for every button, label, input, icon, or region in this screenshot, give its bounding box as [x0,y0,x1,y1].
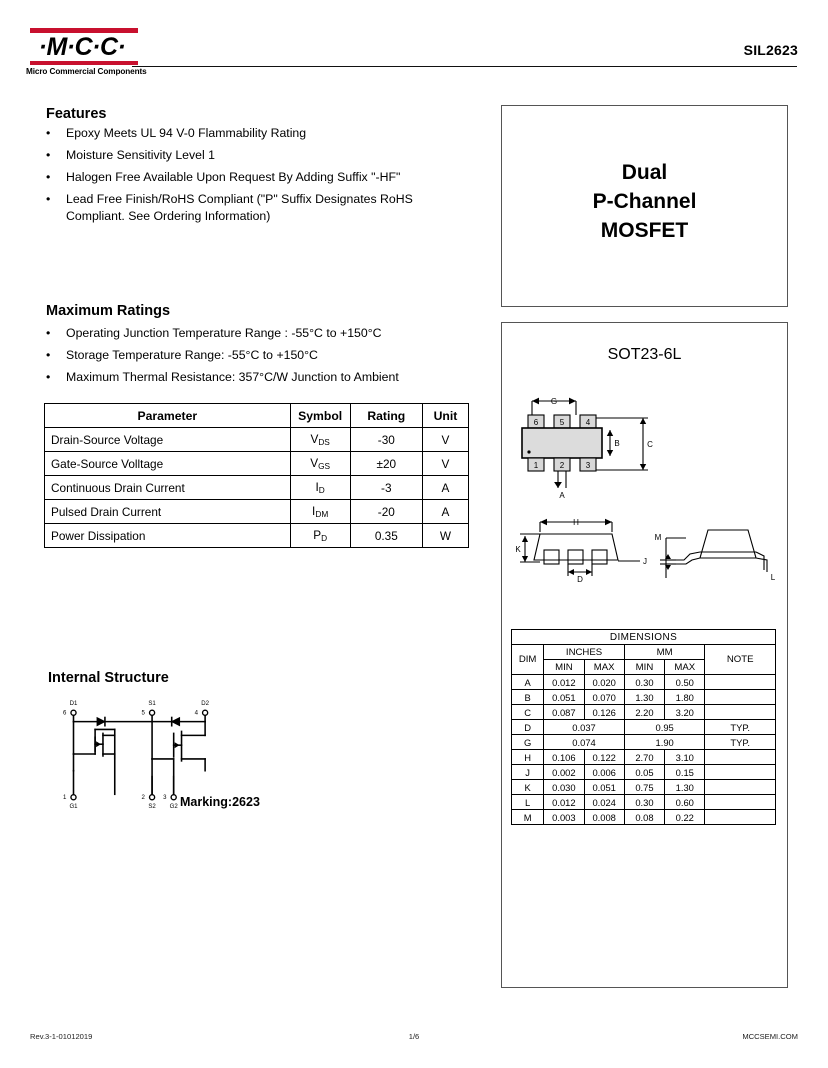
bullet-icon: • [46,326,51,340]
table-row [512,720,776,735]
pin-label-d2: D2 [201,700,209,707]
page-number: 1/6 [408,1032,420,1041]
dim-label-j: J [643,557,647,566]
column-header-mm: MM [624,645,705,660]
dim-label-c: C [647,440,653,449]
logo-wordmark: ·M·C·C· [38,33,126,61]
cell-symbol [290,524,350,548]
cell-inch-min: 0.003 [544,810,584,825]
dim-label-k: K [515,545,521,554]
table-row [512,705,776,720]
cell-note: TYP. [705,735,776,750]
product-title-line-3: MOSFET [600,219,689,242]
table-row [45,476,469,500]
cell-unit: V [422,452,468,476]
column-header-parameter: Parameter [45,404,291,428]
cell-symbol [290,500,350,524]
column-header-inches: INCHES [544,645,625,660]
symbol-base: V [310,456,319,470]
cell-dim: K [512,780,544,795]
marking-label: Marking:2623 [180,795,260,809]
column-header-inch-min: MIN [544,660,584,675]
cell-symbol [290,428,350,452]
table-row [512,795,776,810]
cell-note [705,795,776,810]
dim-label-l: L [770,573,776,582]
feature-text: Moisture Sensitivity Level 1 [66,148,215,162]
cell-mm-min: 0.30 [624,675,664,690]
pin-number-1: 1 [62,794,67,802]
cell-dim: B [512,690,544,705]
cell-rating: -20 [350,500,422,524]
pin-box-6: 6 [533,418,539,427]
symbol-subscript: GS [318,461,331,471]
column-header-unit: Unit [422,404,468,428]
rating-text: Operating Junction Temperature Range : -55°C to +150°C [66,326,382,340]
pin-label-g1: G1 [69,803,78,810]
cell-dim: L [512,795,544,810]
pin-box-5: 5 [559,418,565,427]
cell-mm-min: 0.08 [624,810,664,825]
dim-label-d: D [577,575,583,584]
maximum-ratings-table [44,403,469,548]
cell-inch-max: 0.051 [584,780,624,795]
cell-dim: A [512,675,544,690]
cell-mm-min: 0.30 [624,795,664,810]
cell-symbol [290,452,350,476]
revision-label: Rev.3-1-01012019 [30,1032,93,1041]
package-side-view-drawings [508,512,780,604]
symbol-base: P [313,528,322,542]
cell-unit: A [422,500,468,524]
pin-box-3: 3 [585,461,591,470]
cell-mm-min: 1.30 [624,690,664,705]
cell-mm-min: 0.05 [624,765,664,780]
cell-inch-min: 0.002 [544,765,584,780]
cell-mm-typ: 1.90 [624,735,705,750]
table-row [512,750,776,765]
cell-mm-typ: 0.95 [624,720,705,735]
symbol-subscript: DM [315,509,329,519]
cell-inch-max: 0.006 [584,765,624,780]
cell-mm-min: 0.75 [624,780,664,795]
cell-note [705,690,776,705]
column-header-dim: DIM [512,645,544,675]
rating-text: Storage Temperature Range: -55°C to +150°C [66,348,318,362]
cell-mm-min: 2.20 [624,705,664,720]
dim-label-b: B [614,439,620,448]
bullet-icon: • [46,192,51,206]
cell-symbol [290,476,350,500]
cell-mm-max: 0.50 [665,675,705,690]
cell-note [705,675,776,690]
cell-inch-min: 0.051 [544,690,584,705]
bullet-icon: • [46,126,51,140]
cell-parameter: Drain-Source Voltage [45,428,291,452]
column-header-note: NOTE [705,645,776,675]
table-row [512,780,776,795]
symbol-base: I [315,480,319,494]
package-name: SOT23-6L [607,346,682,363]
dim-label-h: H [573,518,579,527]
list-item [44,191,474,225]
rating-text: Maximum Thermal Resistance: 357°C/W Junction to Ambient [66,370,399,384]
product-title-text [502,158,787,245]
cell-inch-max: 0.070 [584,690,624,705]
pin-number-5: 5 [141,709,145,717]
list-item [44,169,474,186]
cell-note [705,780,776,795]
cell-unit: V [422,428,468,452]
list-item [44,325,474,342]
table-header-row [512,630,776,645]
bullet-icon: • [46,348,51,362]
internal-structure-heading: Internal Structure [48,670,169,686]
symbol-subscript: D [321,533,328,543]
table-header-row [45,404,469,428]
cell-rating: -3 [350,476,422,500]
cell-mm-max: 0.60 [665,795,705,810]
cell-mm-max: 1.30 [665,780,705,795]
feature-text: Halogen Free Available Upon Request By Adding Suffix "-HF" [66,170,401,184]
dim-label-a: A [559,491,565,500]
internal-structure-schematic [56,700,256,810]
cell-mm-min: 2.70 [624,750,664,765]
symbol-base: I [312,504,316,518]
cell-dim: J [512,765,544,780]
table-header-row [512,645,776,660]
dimensions-table [511,629,776,825]
cell-inch-max: 0.020 [584,675,624,690]
logo-bar-bottom [30,61,138,65]
pin-number-4: 4 [194,709,198,717]
cell-dim: D [512,720,544,735]
features-list [44,125,474,230]
list-item [44,125,474,142]
symbol-base: V [310,432,319,446]
cell-inch-typ: 0.074 [544,735,625,750]
table-row [512,675,776,690]
cell-inch-max: 0.126 [584,705,624,720]
cell-dim: M [512,810,544,825]
table-row [512,690,776,705]
cell-mm-max: 0.22 [665,810,705,825]
cell-rating: ±20 [350,452,422,476]
list-item [44,147,474,164]
pin-box-4: 4 [585,418,591,427]
cell-dim: G [512,735,544,750]
cell-mm-max: 1.80 [665,690,705,705]
column-header-symbol: Symbol [290,404,350,428]
cell-inch-max: 0.122 [584,750,624,765]
table-row [512,810,776,825]
cell-mm-max: 3.10 [665,750,705,765]
table-row [45,452,469,476]
cell-rating: -30 [350,428,422,452]
cell-inch-min: 0.012 [544,795,584,810]
cell-mm-max: 0.15 [665,765,705,780]
cell-dim: H [512,750,544,765]
header-divider [132,66,797,67]
page-header [0,0,828,90]
pin-number-3: 3 [163,794,167,802]
product-title-box [501,105,788,307]
logo-tagline: Micro Commercial Components [26,67,147,76]
feature-text: Epoxy Meets UL 94 V-0 Flammability Rating [66,126,307,140]
mcc-logo [26,28,147,76]
pin-number-2: 2 [141,794,145,802]
dim-label-g: G [550,397,558,406]
cell-inch-min: 0.012 [544,675,584,690]
cell-dim: C [512,705,544,720]
list-item [44,347,474,364]
table-row [512,765,776,780]
cell-unit: A [422,476,468,500]
cell-parameter: Continuous Drain Current [45,476,291,500]
page-footer [0,1032,828,1052]
bullet-icon: • [46,148,51,162]
cell-unit: W [422,524,468,548]
maximum-ratings-list [44,325,474,391]
pin-number-6: 6 [62,709,67,717]
cell-inch-min: 0.087 [544,705,584,720]
cell-note [705,750,776,765]
cell-parameter: Gate-Source Volltage [45,452,291,476]
pin-box-2: 2 [559,461,565,470]
symbol-subscript: DS [318,437,330,447]
dimensions-title: DIMENSIONS [512,630,776,645]
table-row [45,428,469,452]
cell-note [705,765,776,780]
maximum-ratings-heading: Maximum Ratings [46,303,171,319]
cell-inch-min: 0.030 [544,780,584,795]
cell-inch-max: 0.024 [584,795,624,810]
part-number: SIL2623 [743,42,798,58]
bullet-icon: • [46,370,51,384]
product-title-line-2: P-Channel [592,190,697,213]
product-title-line-1: Dual [621,161,668,184]
cell-inch-max: 0.008 [584,810,624,825]
column-header-inch-max: MAX [584,660,624,675]
dim-label-m: M [654,533,662,542]
cell-rating: 0.35 [350,524,422,548]
cell-note [705,810,776,825]
table-row [45,500,469,524]
pin-label-d1: D1 [69,700,78,707]
feature-text: Lead Free Finish/RoHS Compliant ("P" Suffix Designates RoHS Compliant. See Ordering Information) [66,192,413,223]
column-header-mm-max: MAX [665,660,705,675]
pin-label-s1: S1 [148,700,156,707]
bullet-icon: • [46,170,51,184]
cell-parameter: Pulsed Drain Current [45,500,291,524]
symbol-subscript: D [318,485,325,495]
pin-label-g2: G2 [169,803,178,810]
cell-mm-max: 3.20 [665,705,705,720]
column-header-mm-min: MIN [624,660,664,675]
pin-box-1: 1 [533,461,539,470]
cell-note [705,705,776,720]
table-row [45,524,469,548]
list-item [44,369,474,386]
features-heading: Features [46,106,107,122]
cell-inch-min: 0.106 [544,750,584,765]
column-header-rating: Rating [350,404,422,428]
table-row [512,735,776,750]
cell-inch-typ: 0.037 [544,720,625,735]
cell-note: TYP. [705,720,776,735]
website-label: MCCSEMI.COM [742,1032,798,1041]
package-top-view-drawing [518,393,688,503]
cell-parameter: Power Dissipation [45,524,291,548]
pin-label-s2: S2 [148,803,156,810]
